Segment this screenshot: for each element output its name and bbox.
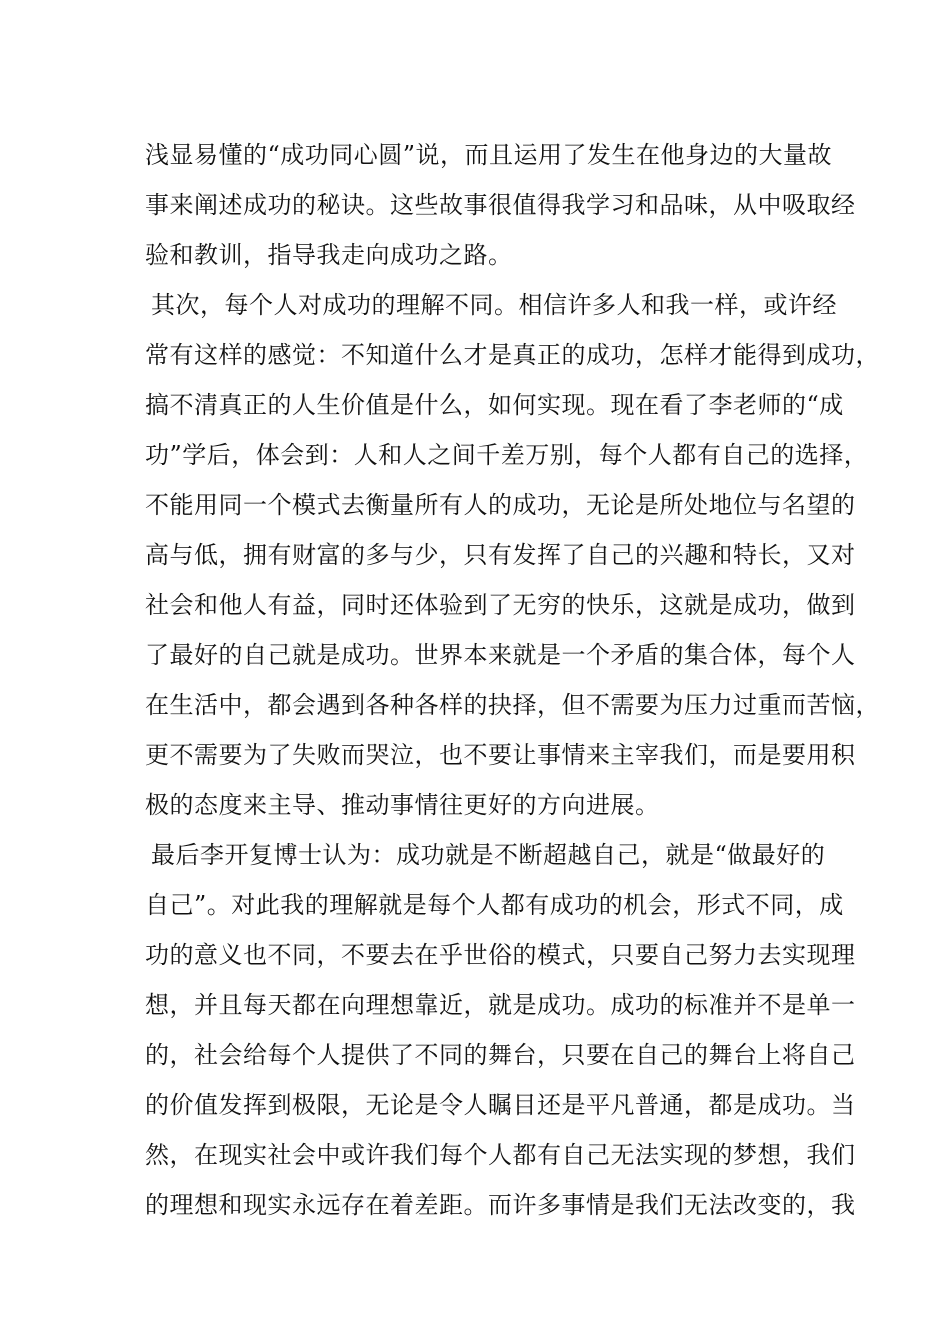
- text-line: 功”学后，体会到：人和人之间千差万别，每个人都有自己的选择，: [145, 441, 869, 469]
- text-line: 的，社会给每个人提供了不同的舞台，只要在自己的舞台上将自己: [145, 1041, 856, 1069]
- text-line: 的价值发挥到极限，无论是令人瞩目还是平凡普通，都是成功。当: [145, 1091, 856, 1119]
- text-line: 常有这样的感觉：不知道什么才是真正的成功，怎样才能得到成功，: [145, 341, 880, 369]
- text-line: 更不需要为了失败而哭泣，也不要让事情来主宰我们，而是要用积: [145, 741, 856, 769]
- text-line: 高与低，拥有财富的多与少，只有发挥了自己的兴趣和特长，又对: [145, 541, 856, 569]
- text-line: 其次，每个人对成功的理解不同。相信许多人和我一样，或许经: [151, 291, 837, 319]
- text-line: 不能用同一个模式去衡量所有人的成功，无论是所处地位与名望的: [145, 491, 856, 519]
- text-line: 社会和他人有益，同时还体验到了无穷的快乐，这就是成功，做到: [145, 591, 856, 619]
- text-line: 事来阐述成功的秘诀。这些故事很值得我学习和品味，从中吸取经: [145, 191, 856, 219]
- text-line: 在生活中，都会遇到各种各样的抉择，但不需要为压力过重而苦恼，: [145, 691, 880, 719]
- text-line: 想，并且每天都在向理想靠近，就是成功。成功的标准并不是单一: [145, 991, 856, 1019]
- text-line: 极的态度来主导、推动事情往更好的方向进展。: [145, 791, 660, 819]
- text-line: 验和教训，指导我走向成功之路。: [145, 241, 513, 269]
- text-line: 浅显易懂的“成功同心圆”说，而且运用了发生在他身边的大量故: [145, 141, 833, 169]
- text-line: 搞不清真正的人生价值是什么，如何实现。现在看了李老师的“成: [145, 391, 844, 419]
- body-text: [145, 130, 880, 1230]
- text-line: 最后李开复博士认为：成功就是不断超越自己，就是“做最好的: [151, 841, 826, 869]
- text-line: 然，在现实社会中或许我们每个人都有自己无法实现的梦想，我们: [145, 1141, 856, 1169]
- text-line: 的理想和现实永远存在着差距。而许多事情是我们无法改变的，我: [145, 1191, 856, 1219]
- text-line: 自己”。对此我的理解就是每个人都有成功的机会，形式不同，成: [145, 891, 844, 919]
- text-line: 了最好的自己就是成功。世界本来就是一个矛盾的集合体，每个人: [145, 641, 856, 669]
- text-line: 功的意义也不同，不要去在乎世俗的模式，只要自己努力去实现理: [145, 941, 856, 969]
